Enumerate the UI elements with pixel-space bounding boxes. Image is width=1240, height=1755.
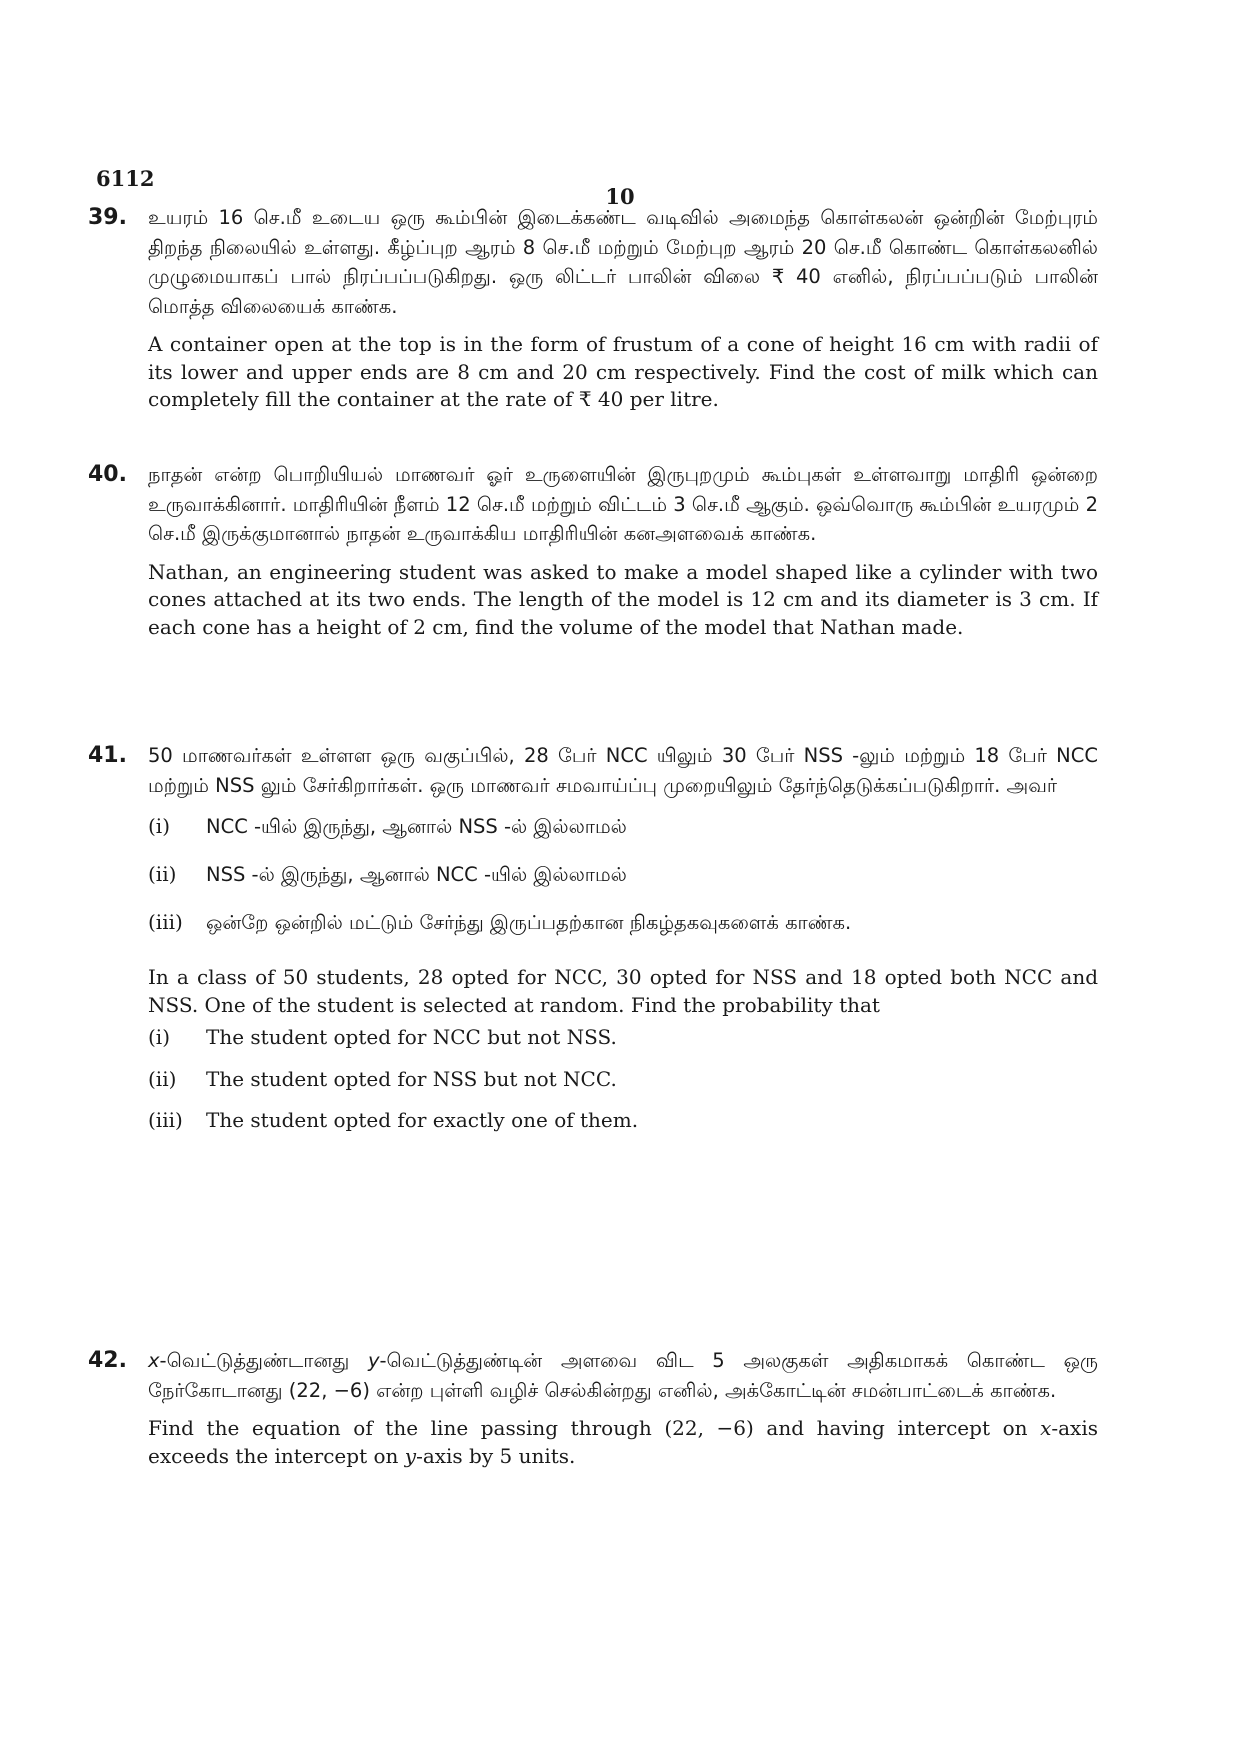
subpart — [148, 910, 1098, 958]
question-40 — [88, 460, 1098, 641]
subpart — [148, 1067, 1098, 1109]
subpart — [148, 814, 1098, 862]
subpart-text: The student opted for NCC but not NSS. — [206, 1025, 617, 1049]
subpart-label: (ii) — [148, 862, 177, 886]
question-text-english: In a class of 50 students, 28 opted for NCC, 30 opted for NSS and 18 opted both NCC and NSS. One of the student is selected at random. Find the probability that — [148, 965, 1098, 1017]
question-text-tamil: 50 மாணவர்கள் உள்ளள ஒரு வகுப்பில், 28 பேர் NCC யிலும் 30 பேர் NSS -லும் மற்றும் 18 பேர் NCC மற்றும் NSS லும் சேர்கிறார்கள். ஒரு மாணவர் சமவாய்ப்பு முறையிலும் தேர்ந்தெடுக்கப்படுகிறார். அவர் — [148, 744, 1098, 797]
subpart-text: NCC -யில் இருந்து, ஆனால் NSS -ல் இல்லாமல் — [206, 815, 627, 838]
question-text-tamil — [148, 1346, 1098, 1405]
tamil-subparts — [148, 814, 1098, 958]
question-text-english: Nathan, an engineering student was asked to make a model shaped like a cylinder with two cones attached at its two ends. The length of the model is 12 cm and its diameter is 3 cm. If each cone has a height of 2 cm, find the volume of the model that Nathan made. — [148, 559, 1098, 639]
question-number: 39. — [88, 205, 127, 230]
math-var-y: y — [404, 1443, 417, 1468]
subpart-label: (ii) — [148, 1066, 177, 1091]
text-segment: -axis by 5 units. — [416, 1443, 576, 1468]
question-41 — [88, 741, 1098, 1150]
subpart-label: (iii) — [148, 1108, 183, 1132]
question-text-tamil: நாதன் என்ற பொறியியல் மாணவர் ஓர் உருளையின் இருபுறமும் கூம்புகள் உள்ளவாறு மாதிரி ஒன்றை உருவாக்கினார். மாதிரியின் நீளம் 12 செ.மீ மற்றும் விட்டம் 3 செ.மீ ஆகும். ஒவ்வொரு கூம்பின் உயரமும் 2 செ.மீ இருக்குமானால் நாதன் உருவாக்கிய மாதிரியின் கனஅளவைக் காண்க. — [148, 463, 1098, 545]
math-var-y: y — [367, 1349, 380, 1372]
question-39 — [88, 203, 1098, 414]
question-text-english — [148, 1415, 1098, 1470]
subpart — [148, 862, 1098, 910]
page-number: 10 — [605, 184, 635, 209]
subpart-label: (iii) — [148, 910, 183, 934]
subpart-label: (i) — [148, 1025, 171, 1049]
subpart-text: ஒன்றே ஒன்றில் மட்டும் சேர்ந்து இருப்பதற்கான நிகழ்தகவுகளைக் காண்க. — [206, 911, 852, 934]
subpart-label: (i) — [148, 814, 171, 838]
question-number: 40. — [88, 462, 127, 487]
paper-code: 6112 — [96, 166, 155, 191]
question-number: 41. — [88, 743, 127, 768]
subpart — [148, 1108, 1098, 1150]
subpart — [148, 1025, 1098, 1067]
text-segment: -வெட்டுத்துண்டின் அளவை விட 5 அலகுகள் அதிகமாகக் கொண்ட ஒரு நேர்கோடானது (22, −6) என்ற புள்ளி வழிச் செல்கின்றது எனில், அக்கோட்டின் சமன்பாட்டைக் காண்க. — [148, 1349, 1098, 1402]
text-segment: -axis exceeds the intercept on — [148, 1416, 1098, 1468]
text-segment: Find the equation of the line passing through (22, −6) and having intercept on — [148, 1416, 1041, 1440]
text-segment: -வெட்டுத்துண்டானது — [159, 1349, 368, 1372]
question-42 — [88, 1346, 1098, 1470]
subpart-text: NSS -ல் இருந்து, ஆனால் NCC -யில் இல்லாமல் — [206, 863, 627, 886]
subpart-text: The student opted for exactly one of them. — [206, 1108, 639, 1132]
question-text-tamil: உயரம் 16 செ.மீ உடைய ஒரு கூம்பின் இடைக்கண்ட வடிவில் அமைந்த கொள்கலன் ஒன்றின் மேற்புரம் திறந்த நிலையில் உள்ளது. கீழ்ப்புற ஆரம் 8 செ.மீ மற்றும் மேற்புற ஆரம் 20 செ.மீ கொண்ட கொள்கலனில் முழுமையாகப் பால் நிரப்பப்படுகிறது. ஒரு லிட்டர் பாலின் விலை ₹ 40 எனில், நிரப்பப்படும் பாலின் மொத்த விலையைக் காண்க. — [148, 206, 1098, 318]
subpart-text: The student opted for NSS but not NCC. — [206, 1066, 617, 1091]
english-subparts — [148, 1025, 1098, 1150]
math-var-x: x — [1040, 1416, 1052, 1440]
math-var-x: x — [148, 1349, 160, 1372]
question-number: 42. — [88, 1348, 127, 1373]
question-text-english: A container open at the top is in the form of frustum of a cone of height 16 cm with radii of its lower and upper ends are 8 cm and 20 cm respectively. Find the cost of milk which can completely fill the container at the rate of ₹ 40 per litre. — [148, 332, 1098, 411]
